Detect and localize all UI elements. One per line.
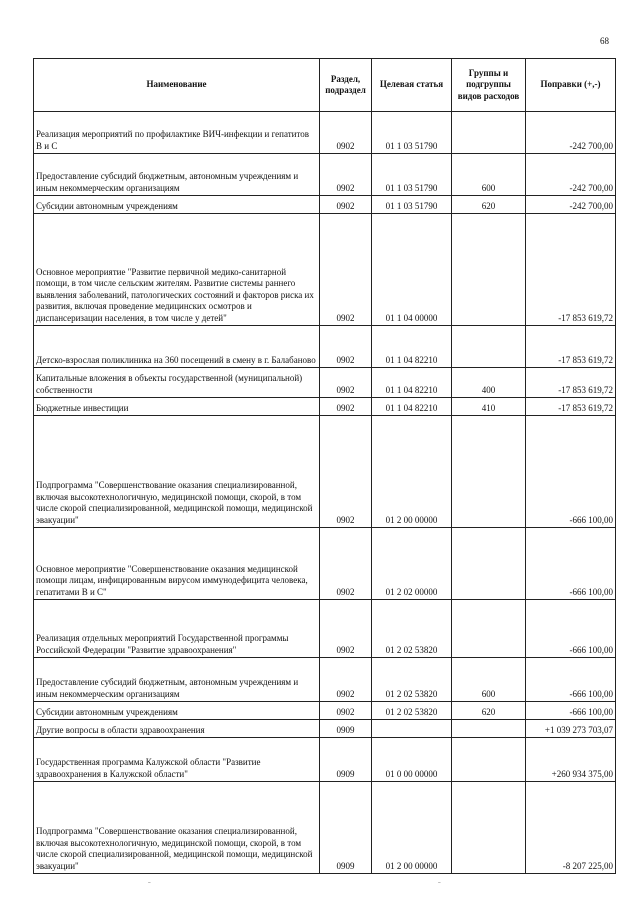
scan-mark-left: ˉ xyxy=(148,880,151,889)
table-header-row xyxy=(34,59,616,112)
row-name-cell: Основное мероприятие "Совершенствование оказания медицинской помощи лицам, инфицированным вирусом иммунодефицита человека, гепатитами В и С" xyxy=(34,528,320,600)
row-target-cell: 01 1 03 51790 xyxy=(372,112,452,154)
row-amount-cell: -666 100,00 xyxy=(526,702,616,720)
row-amount-cell: -8 207 225,00 xyxy=(526,782,616,874)
header-target-article: Целевая статья xyxy=(372,59,452,112)
row-group-cell xyxy=(452,782,526,874)
row-section-cell: 0902 xyxy=(320,326,372,368)
row-section-cell: 0909 xyxy=(320,738,372,782)
row-name-cell: Реализация мероприятий по профилактике ВИЧ-инфекции и гепатитов В и С xyxy=(34,112,320,154)
table-row xyxy=(34,196,616,214)
row-amount-cell: -17 853 619,72 xyxy=(526,398,616,416)
table-row xyxy=(34,720,616,738)
row-name-cell: Подпрограмма "Совершенствование оказания специализированной, включая высокотехнологичную, медицинской помощи, скорой, в том числе скорой специализированной, медицинской помощи, медицинской эвакуации" xyxy=(34,416,320,528)
header-name: Наименование xyxy=(34,59,320,112)
table-row xyxy=(34,416,616,528)
scan-mark-right: ˉ xyxy=(438,880,441,889)
budget-amendments-table xyxy=(33,58,616,874)
row-name-cell: Другие вопросы в области здравоохранения xyxy=(34,720,320,738)
row-target-cell: 01 1 04 00000 xyxy=(372,214,452,326)
row-section-cell: 0902 xyxy=(320,196,372,214)
row-group-cell xyxy=(452,112,526,154)
page-number: 68 xyxy=(600,36,609,46)
row-name-cell: Предоставление субсидий бюджетным, автономным учреждениям и иным некоммерческим организациям xyxy=(34,658,320,702)
table-row xyxy=(34,112,616,154)
table-row xyxy=(34,154,616,196)
row-section-cell: 0902 xyxy=(320,398,372,416)
row-name-cell: Реализация отдельных мероприятий Государственной программы Российской Федерации "Развитие здравоохранения" xyxy=(34,600,320,658)
row-target-cell: 01 1 04 82210 xyxy=(372,368,452,398)
row-amount-cell: +1 039 273 703,07 xyxy=(526,720,616,738)
row-section-cell: 0909 xyxy=(320,720,372,738)
row-name-cell: Субсидии автономным учреждениям xyxy=(34,702,320,720)
row-section-cell: 0902 xyxy=(320,154,372,196)
row-group-cell xyxy=(452,600,526,658)
row-amount-cell: -666 100,00 xyxy=(526,658,616,702)
row-target-cell xyxy=(372,720,452,738)
row-target-cell: 01 1 04 82210 xyxy=(372,326,452,368)
table-row xyxy=(34,782,616,874)
row-target-cell: 01 0 00 00000 xyxy=(372,738,452,782)
row-section-cell: 0902 xyxy=(320,214,372,326)
row-target-cell: 01 2 00 00000 xyxy=(372,782,452,874)
row-amount-cell: -17 853 619,72 xyxy=(526,326,616,368)
table-row xyxy=(34,702,616,720)
row-section-cell: 0902 xyxy=(320,368,372,398)
row-group-cell: 600 xyxy=(452,154,526,196)
row-target-cell: 01 2 02 53820 xyxy=(372,702,452,720)
row-section-cell: 0902 xyxy=(320,416,372,528)
row-target-cell: 01 2 00 00000 xyxy=(372,416,452,528)
row-name-cell: Капитальные вложения в объекты государственной (муниципальной) собственности xyxy=(34,368,320,398)
row-group-cell xyxy=(452,738,526,782)
table-row xyxy=(34,528,616,600)
row-group-cell: 410 xyxy=(452,398,526,416)
row-target-cell: 01 1 04 82210 xyxy=(372,398,452,416)
row-amount-cell: -666 100,00 xyxy=(526,600,616,658)
row-group-cell xyxy=(452,214,526,326)
row-name-cell: Бюджетные инвестиции xyxy=(34,398,320,416)
row-name-cell: Предоставление субсидий бюджетным, автономным учреждениям и иным некоммерческим организациям xyxy=(34,154,320,196)
header-amendments: Поправки (+,-) xyxy=(526,59,616,112)
table-row xyxy=(34,368,616,398)
row-section-cell: 0902 xyxy=(320,600,372,658)
row-name-cell: Основное мероприятие "Развитие первичной медико-санитарной помощи, в том числе сельским жителям. Развитие системы раннего выявления заболеваний, патологических состояний и факторов риска их развития, включая проведение медицинских осмотров и диспансеризации населения, в том числе у детей" xyxy=(34,214,320,326)
row-group-cell: 600 xyxy=(452,658,526,702)
row-name-cell: Детско-взрослая поликлиника на 360 посещений в смену в г. Балабаново xyxy=(34,326,320,368)
table-row xyxy=(34,398,616,416)
row-amount-cell: -17 853 619,72 xyxy=(526,368,616,398)
header-section: Раздел, подраздел xyxy=(320,59,372,112)
row-amount-cell: -17 853 619,72 xyxy=(526,214,616,326)
table-row xyxy=(34,326,616,368)
row-section-cell: 0902 xyxy=(320,702,372,720)
table-row xyxy=(34,738,616,782)
row-target-cell: 01 2 02 00000 xyxy=(372,528,452,600)
row-amount-cell: -666 100,00 xyxy=(526,528,616,600)
table-row xyxy=(34,214,616,326)
row-group-cell: 620 xyxy=(452,702,526,720)
table-body xyxy=(34,112,616,874)
row-name-cell: Подпрограмма "Совершенствование оказания специализированной, включая высокотехнологичную, медицинской помощи, скорой, в том числе скорой специализированной, медицинской помощи, медицинской эвакуации" xyxy=(34,782,320,874)
row-amount-cell: -242 700,00 xyxy=(526,154,616,196)
row-group-cell xyxy=(452,528,526,600)
row-section-cell: 0902 xyxy=(320,112,372,154)
row-group-cell xyxy=(452,720,526,738)
row-group-cell xyxy=(452,326,526,368)
row-amount-cell: -242 700,00 xyxy=(526,196,616,214)
table-row xyxy=(34,658,616,702)
row-amount-cell: -666 100,00 xyxy=(526,416,616,528)
row-group-cell: 400 xyxy=(452,368,526,398)
row-target-cell: 01 2 02 53820 xyxy=(372,658,452,702)
table-row xyxy=(34,600,616,658)
row-section-cell: 0909 xyxy=(320,782,372,874)
header-expense-groups: Группы и подгруппы видов расходов xyxy=(452,59,526,112)
row-name-cell: Государственная программа Калужской области "Развитие здравоохранения в Калужской области" xyxy=(34,738,320,782)
row-section-cell: 0902 xyxy=(320,528,372,600)
row-amount-cell: +260 934 375,00 xyxy=(526,738,616,782)
row-amount-cell: -242 700,00 xyxy=(526,112,616,154)
row-group-cell: 620 xyxy=(452,196,526,214)
row-target-cell: 01 2 02 53820 xyxy=(372,600,452,658)
row-section-cell: 0902 xyxy=(320,658,372,702)
row-group-cell xyxy=(452,416,526,528)
row-target-cell: 01 1 03 51790 xyxy=(372,154,452,196)
row-name-cell: Субсидии автономным учреждениям xyxy=(34,196,320,214)
row-target-cell: 01 1 03 51790 xyxy=(372,196,452,214)
